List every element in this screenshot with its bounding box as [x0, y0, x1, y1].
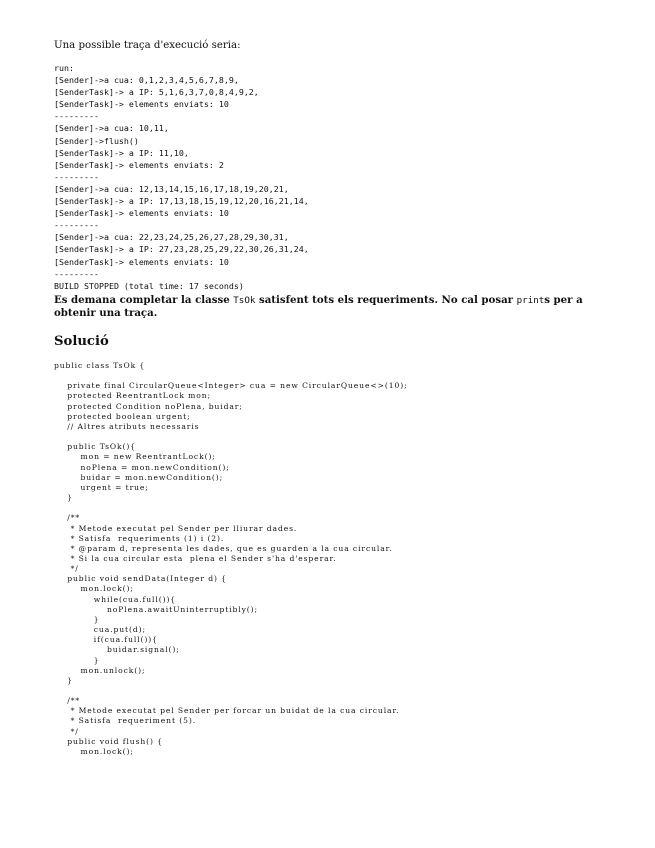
code-line: protected ReentrantLock mon; [54, 391, 211, 401]
code-line: * Si la cua circular esta plena el Sender s'ha d'esperar. [54, 553, 337, 563]
task-text: satisfent tots els requeriments. No cal posar [255, 294, 517, 306]
trace-line: [SenderTask]-> elements enviats: 10 [54, 256, 229, 267]
trace-separator: --------- [54, 171, 99, 182]
code-line: noPlena.awaitUninterruptibly(); [54, 604, 258, 614]
code-line: private final CircularQueue<Integer> cua = new CircularQueue<>(10); [54, 381, 408, 391]
code-line: while(cua.full()){ [54, 594, 177, 604]
code-line: protected Condition noPlena, buidar; [54, 401, 243, 411]
code-line: buidar = mon.newCondition(); [54, 472, 224, 482]
code-line: public void sendData(Integer d) { [54, 574, 227, 584]
print-code: print [516, 295, 545, 306]
trace-line: [SenderTask]-> a IP: 11,10, [54, 147, 189, 158]
trace-line: [Sender]->a cua: 0,1,2,3,4,5,6,7,8,9, [54, 75, 239, 86]
task-text: s per a obtenir una traça. [54, 294, 583, 320]
trace-line: [SenderTask]-> elements enviats: 10 [54, 99, 229, 110]
code-line: * Satisfa requeriments (1) i (2). [54, 533, 225, 543]
trace-line: [SenderTask]-> a IP: 27,23,28,25,29,22,30,26,31,24, [54, 244, 309, 255]
code-listing [54, 361, 408, 757]
code-line: cua.put(d); [54, 625, 146, 635]
code-line: * Metode executat pel Sender per lliurar dades. [54, 523, 298, 533]
solution-heading: Solució [54, 334, 109, 349]
code-line: urgent = true; [54, 482, 149, 492]
trace-line: run: [54, 63, 74, 73]
code-line: public class TsOk { [54, 361, 146, 370]
code-line: * Metode executat pel Sender per forcar un buidat de la cua circular. [54, 706, 400, 716]
code-line: mon.unlock(); [54, 665, 146, 675]
code-line: } [54, 655, 100, 665]
code-line: } [54, 675, 73, 685]
trace-line: [Sender]->flush() [54, 135, 139, 146]
intro-text: Una possible traça d'execució seria: [54, 40, 241, 51]
code-line: } [54, 493, 73, 503]
code-line: /** [54, 696, 81, 706]
code-line: } [54, 614, 100, 624]
task-statement [54, 294, 606, 321]
trace-line: [SenderTask]-> a IP: 17,13,18,15,19,12,20,16,21,14, [54, 196, 309, 207]
code-line: public void flush() { [54, 736, 163, 746]
trace-separator: --------- [54, 111, 99, 122]
code-line: buidar.signal(); [54, 645, 180, 655]
execution-trace [54, 62, 309, 292]
code-line: protected boolean urgent; [54, 411, 191, 421]
code-line: noPlena = mon.newCondition(); [54, 462, 230, 472]
trace-line: [Sender]->a cua: 10,11, [54, 123, 169, 134]
code-line: */ [54, 564, 79, 574]
code-line: * @param d, representa les dades, que es guarden a la cua circular. [54, 543, 393, 553]
code-line: mon.lock(); [54, 584, 134, 594]
trace-separator: --------- [54, 268, 99, 279]
trace-line: BUILD STOPPED (total time: 17 seconds) [54, 280, 244, 291]
trace-line: [SenderTask]-> a IP: 5,1,6,3,7,0,8,4,9,2, [54, 87, 259, 98]
code-line: mon = new ReentrantLock(); [54, 452, 216, 462]
code-line: */ [54, 726, 79, 736]
trace-line: [Sender]->a cua: 12,13,14,15,16,17,18,19,20,21, [54, 183, 289, 194]
trace-line: [SenderTask]-> elements enviats: 2 [54, 159, 224, 170]
task-text: Es demana completar la classe [54, 294, 234, 306]
code-line: * Satisfa requeriment (5). [54, 716, 197, 726]
trace-line: [SenderTask]-> elements enviats: 10 [54, 208, 229, 219]
code-line: mon.lock(); [54, 746, 134, 756]
code-line: // Altres atributs necessaris [54, 421, 200, 431]
code-line: /** [54, 513, 81, 523]
class-name-code: TsOk [233, 295, 256, 306]
code-line: if(cua.full()){ [54, 635, 158, 645]
code-line: public TsOk(){ [54, 442, 136, 452]
trace-line: [Sender]->a cua: 22,23,24,25,26,27,28,29,30,31, [54, 232, 289, 243]
trace-separator: --------- [54, 220, 99, 231]
